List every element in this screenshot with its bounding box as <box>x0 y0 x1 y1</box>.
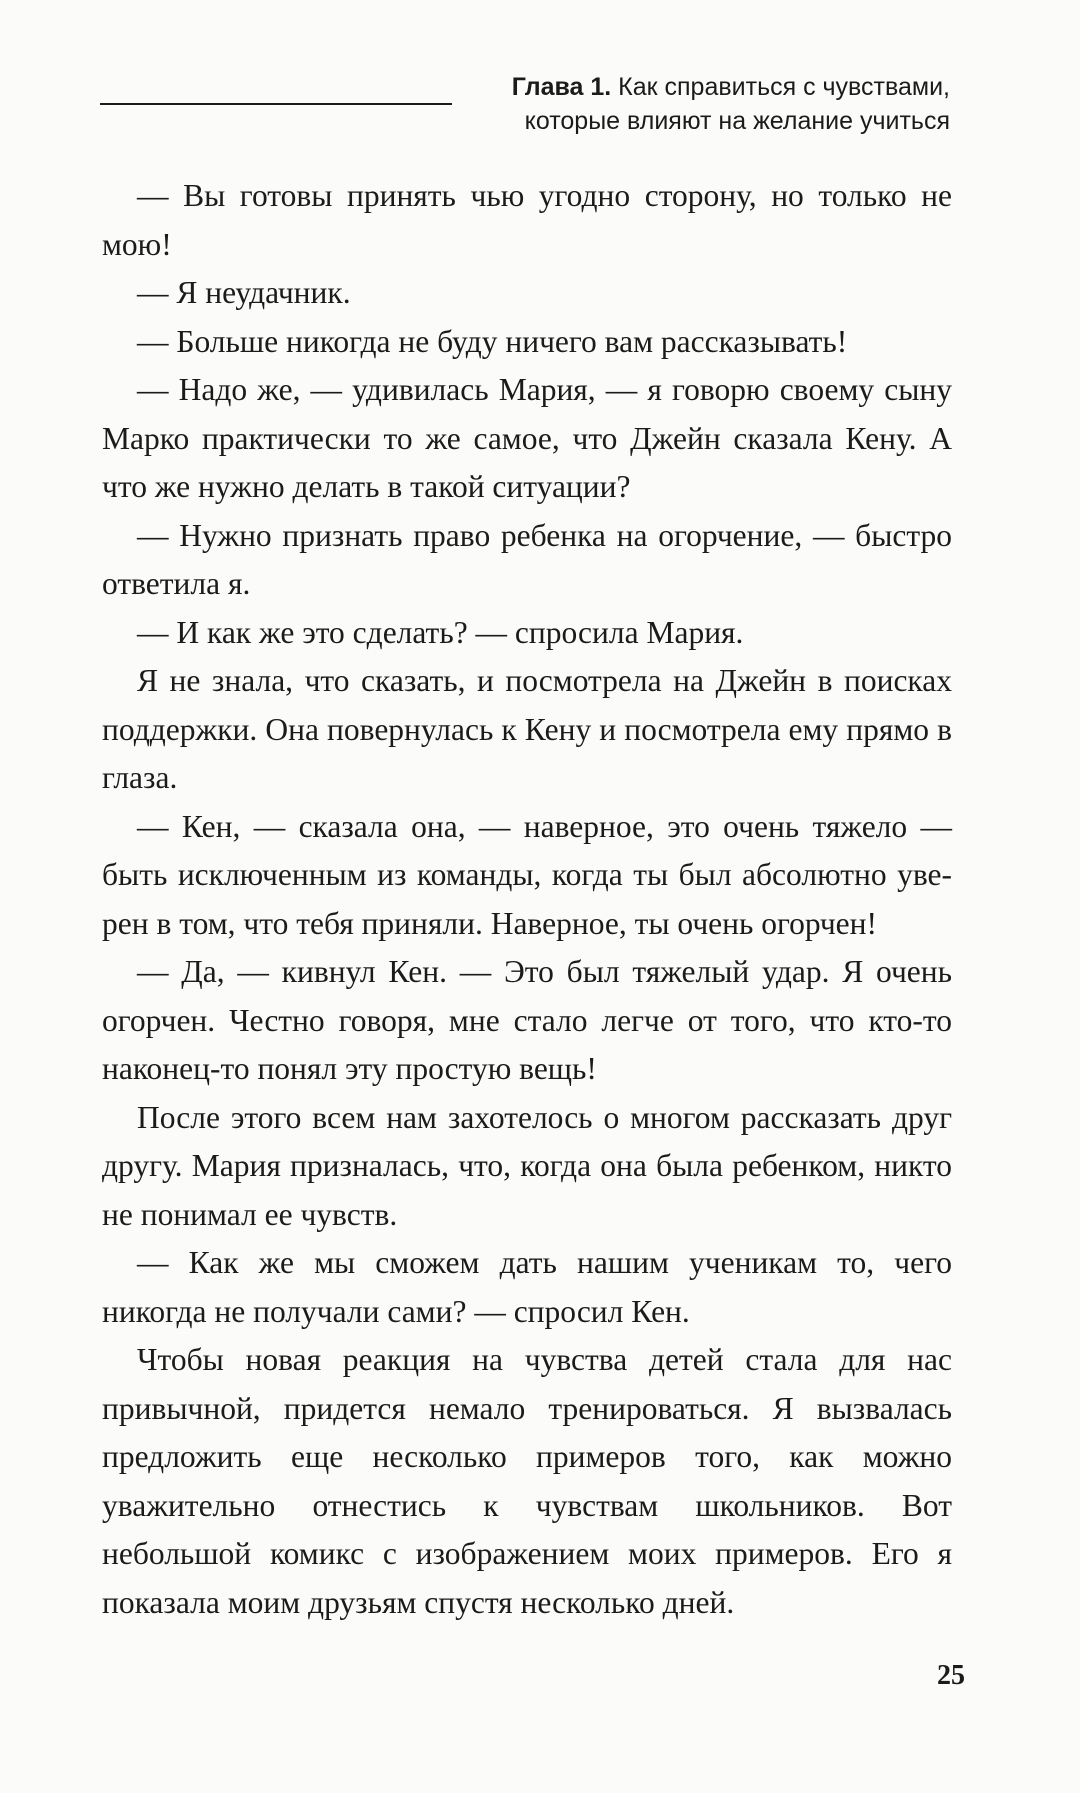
paragraph: Чтобы новая реакция на чувства детей стала для нас привычной, придется немало тренироваться. Я вызвалась предложить еще несколько примеров того, как можно уважительно отнестись к чувствам школьников. Вот небольшой комикс с изображением моих примеров. Его я показала моим друзьям спустя несколько дней. <box>102 1342 952 1620</box>
running-header <box>100 70 950 140</box>
paragraph: — Кен, — сказала она, — наверное, это очень тяжело — быть исключенным из команды, когда ты был абсолютно уверен в том, что тебя приняли. Наверное, ты очень огорчен! <box>102 808 952 941</box>
paragraph: — Я неудачник. <box>137 275 351 310</box>
paragraph: После этого всем нам захотелось о многом рассказать друг другу. Мария призналась, что, когда она была ребенком, никто не понимал ее чувств. <box>102 1099 952 1232</box>
chapter-title-line-1 <box>512 70 950 104</box>
paragraph: Я не знала, что сказать, и посмотрела на Джейн в поисках поддержки. Она повернулась к Кену и посмотрела ему прямо в глаза. <box>102 663 952 795</box>
chapter-label: Глава 1. <box>511 73 612 101</box>
page-number: 25 <box>937 1660 965 1691</box>
paragraph: — Да, — кивнул Кен. — Это был тяжелый удар. Я очень огорчен. Честно говоря, мне стало легче от того, что кто-то наконец-то понял эту простую вещь! <box>102 954 952 1086</box>
header-rule <box>100 103 452 105</box>
paragraph: — Нужно признать право ребенка на огорчение, — быстро ответила я. <box>102 517 952 601</box>
paragraph: — Больше никогда не буду ничего вам рассказывать! <box>137 323 848 359</box>
paragraph: — Как же мы сможем дать нашим ученикам то, чего никогда не получали сами? — спросил Кен. <box>102 1245 952 1329</box>
paragraph: — Вы готовы принять чью угодно сторону, но только не мою! <box>102 178 952 262</box>
chapter-title-line-2: которые влияют на желание учиться <box>524 107 950 135</box>
chapter-title-text-1: Как справиться с чувствами, <box>618 73 950 101</box>
body-text <box>102 172 952 1627</box>
paragraph: — Надо же, — удивилась Мария, — я говорю своему сыну Марко практически то же самое, что Джейн сказала Кену. А что же нужно делать в такой ситуации? <box>102 372 952 504</box>
paragraph: — И как же это сделать? — спросила Мария. <box>137 614 744 650</box>
chapter-title <box>512 70 950 138</box>
